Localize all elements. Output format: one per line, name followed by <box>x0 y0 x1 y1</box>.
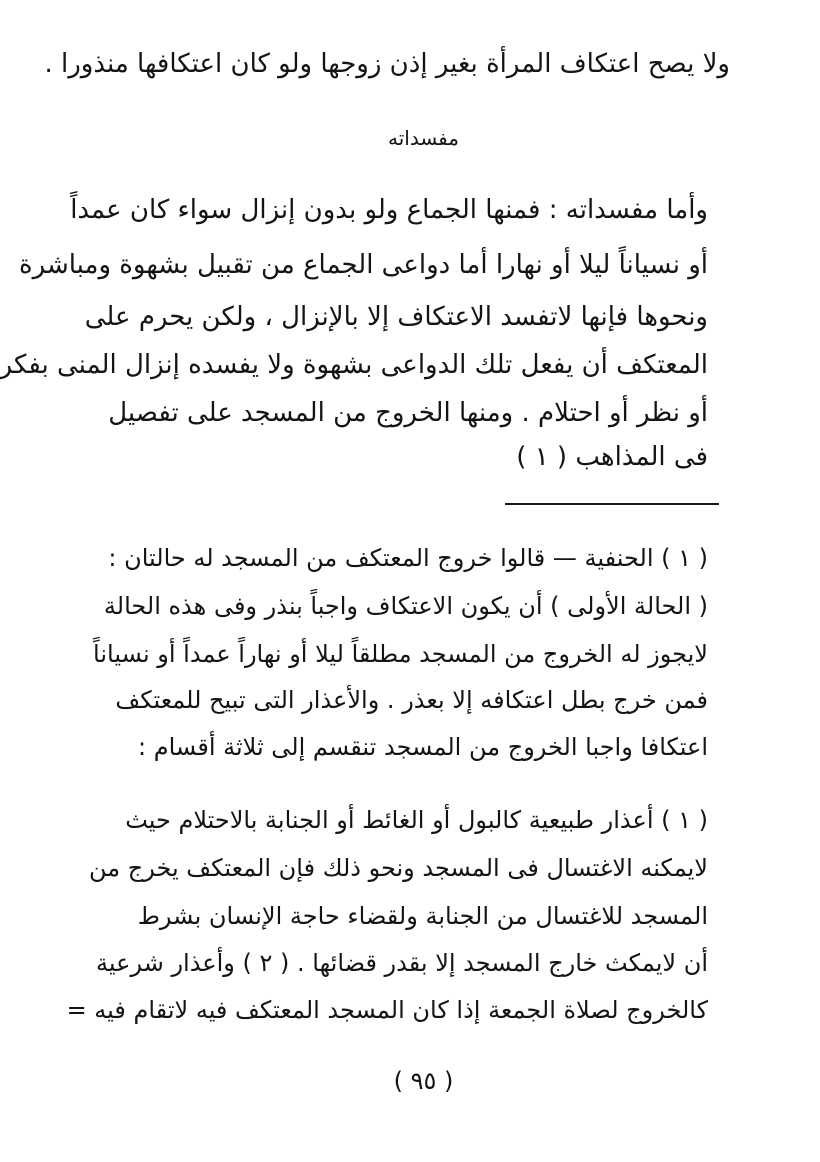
footnote-line: كالخروج لصلاة الجمعة إذا كان المسجد المعتكف فيه لاتقام فيه = <box>66 996 708 1024</box>
footnote-line: أن لايمكث خارج المسجد إلا بقدر قضائها . ( ٢ ) وأعذار شرعية <box>96 949 708 977</box>
top-line: ولا يصح اعتكاف المرأة بغير إذن زوجها ولو كان اعتكافها منذورا . <box>44 49 730 79</box>
footnote-line: ( ١ ) الحنفية — قالوا خروج المعتكف من المسجد له حالتان : <box>108 544 708 572</box>
body-line: المعتكف أن يفعل تلك الدواعى بشهوة ولا يفسده إنزال المنى بفكر <box>0 350 708 380</box>
body-line: ونحوها فإنها لاتفسد الاعتكاف إلا بالإنزال ، ولكن يحرم على <box>84 302 708 332</box>
body-line: أو نسياناً ليلا أو نهارا أما دواعى الجماع من تقبيل بشهوة ومباشرة <box>19 250 708 280</box>
footnote-line: لايجوز له الخروج من المسجد مطلقاً ليلا أو نهاراً عمداً أو نسياناً <box>93 640 708 668</box>
footnote-separator <box>505 503 719 505</box>
footnote-line: فمن خرج بطل اعتكافه إلا بعذر . والأعذار التى تبيح للمعتكف <box>115 686 708 714</box>
page-number: ( ٩٥ ) <box>393 1067 454 1095</box>
footnote-line: اعتكافا واجبا الخروج من المسجد تنقسم إلى ثلاثة أقسام : <box>138 733 708 761</box>
footnote-line: المسجد للاغتسال من الجنابة ولقضاء حاجة الإنسان بشرط <box>137 902 708 930</box>
body-line: وأما مفسداته : فمنها الجماع ولو بدون إنزال سواء كان عمداً <box>70 195 708 225</box>
footnote-line: لايمكنه الاغتسال فى المسجد ونحو ذلك فإن المعتكف يخرج من <box>88 854 708 882</box>
footnote-line: ( الحالة الأولى ) أن يكون الاعتكاف واجباً بنذر وفى هذه الحالة <box>103 592 708 620</box>
footnote-line: ( ١ ) أعذار طبيعية كالبول أو الغائط أو الجنابة بالاحتلام حيث <box>125 806 708 834</box>
section-heading: مفسداته <box>387 126 459 150</box>
body-line: فى المذاهب ( ١ ) <box>516 442 708 472</box>
body-line: أو نظر أو احتلام . ومنها الخروج من المسجد على تفصيل <box>108 398 708 428</box>
